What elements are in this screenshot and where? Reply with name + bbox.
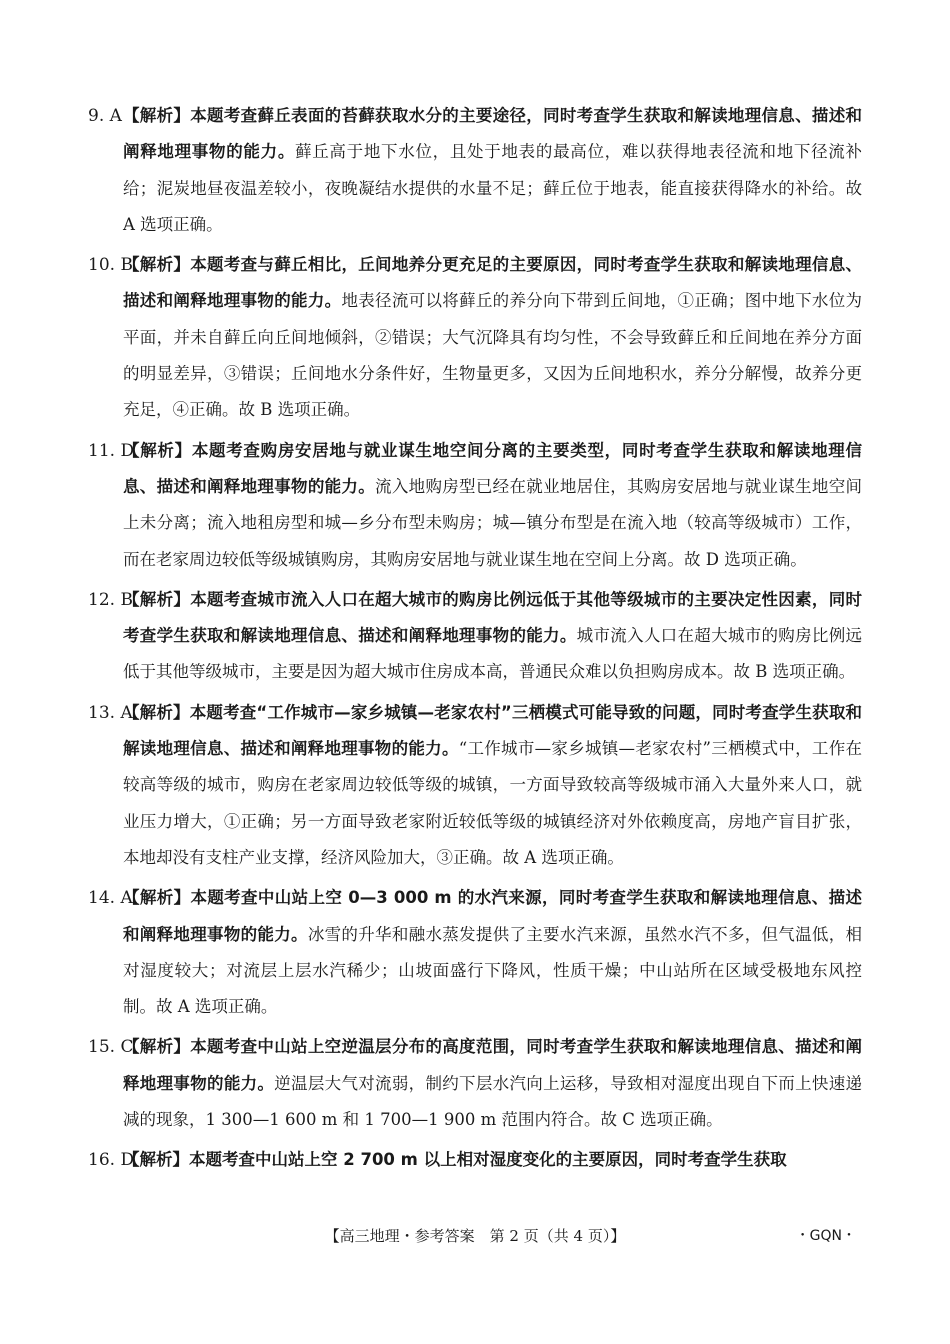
answer-item-12	[0, 582, 950, 691]
answer-item-15	[0, 1029, 950, 1138]
item-summary: 本题考查城市流入人口在超大城市的购房比例远低于其他等级城市的主要决定性因素，同时考查学生获取和解读地理信息、描述和阐释地理事物的能力。	[123, 589, 863, 646]
answer-item-13	[0, 695, 950, 876]
analysis-tag: 【解析】	[123, 702, 190, 722]
item-text	[123, 1142, 862, 1178]
item-summary: 本题考查“工作城市—家乡城镇—老家农村”三栖模式可能导致的问题，同时考查学生获取和解读地理信息、描述和阐释地理事物的能力。	[123, 702, 862, 759]
footer-page-info: 【高三地理・参考答案 第 2 页（共 4 页）】	[324, 1227, 626, 1245]
item-number: 9. A	[88, 106, 122, 126]
item-text	[123, 880, 862, 1025]
item-number: 15. C	[88, 1037, 134, 1058]
item-body: 流入地购房型已经在就业地居住，其购房安居地与就业谋生地空间上未分离；流入地租房型和城—乡分布型未购房；城—镇分布型是在流入地（较高等级城市）工作，而在老家周边较低等级城镇购房，其购房安居地与就业谋生地在空间上分离。故 D 选项正确。	[123, 476, 863, 569]
analysis-tag: 【解析】	[123, 106, 191, 125]
analysis-tag: 【解析】	[123, 589, 191, 609]
item-body: 藓丘高于地下水位，且处于地表的最高位，难以获得地表径流和地下径流补给；泥炭地昼夜温差较小，夜晚凝结水提供的水量不足；藓丘位于地表，能直接获得降水的补给。故 A 选项正确。	[123, 142, 863, 234]
item-text	[123, 98, 862, 243]
answer-item-11	[0, 433, 950, 578]
analysis-tag: 【解析】	[123, 888, 191, 908]
item-summary: 本题考查中山站上空逆温层分布的高度范围，同时考查学生获取和解读地理信息、描述和阐释地理事物的能力。	[123, 1037, 863, 1093]
item-text	[123, 695, 862, 876]
analysis-tag: 【解析】	[123, 1150, 189, 1170]
answer-list	[0, 98, 950, 1183]
answer-item-9	[0, 98, 950, 243]
item-body: “工作城市—家乡城镇—老家农村”三栖模式中，工作在较高等级的城市，购房在老家周边较低等级的城镇，一方面导致较高等级城市涌入大量外来人口，就业压力增大，①正确；另一方面导致老家附近较低等级的城镇经济对外依赖度高，房地产盲目扩张，本地却没有支柱产业支撑，经济风险加大，③正确。故 A 选项正确。	[123, 739, 863, 867]
analysis-tag: 【解析】	[123, 255, 191, 275]
item-body: 城市流入人口在超大城市的购房比例远低于其他等级城市，主要是因为超大城市住房成本高，普通民众难以负担购房成本。故 B 选项正确。	[123, 626, 863, 682]
analysis-tag: 【解析】	[123, 440, 192, 460]
item-text	[123, 582, 862, 691]
answer-item-10	[0, 247, 950, 428]
item-summary: 本题考查购房安居地与就业谋生地空间分离的主要类型，同时考查学生获取和解读地理信息、描述和阐释地理事物的能力。	[123, 440, 863, 496]
footer-code: ・GQN・	[795, 1228, 856, 1244]
item-number: 12. B	[88, 589, 133, 610]
item-text	[123, 1029, 862, 1138]
item-body: 地表径流可以将藓丘的养分向下带到丘间地，①正确；图中地下水位为平面，并未自藓丘向丘间地倾斜，②错误；大气沉降具有均匀性，不会导致藓丘和丘间地在养分方面的明显差异，③错误；丘间地水分条件好，生物量更多，又因为丘间地积水，养分分解慢，故养分更充足，④正确。故 B 选项正确。	[123, 291, 863, 420]
analysis-tag: 【解析】	[123, 1037, 191, 1057]
page-footer	[0, 1224, 950, 1248]
item-text	[123, 247, 862, 428]
item-body: 逆温层大气对流弱，制约下层水汽向上运移，导致相对湿度出现自下而上快速递减的现象，1 300—1 600 m 和 1 700—1 900 m 范围内符合。故 C 选项正确。	[123, 1073, 863, 1130]
item-number: 16. D	[88, 1150, 135, 1171]
answer-item-16	[0, 1142, 950, 1178]
item-number: 11. D	[88, 440, 135, 461]
item-text	[123, 433, 862, 578]
item-number: 13. A	[88, 702, 133, 723]
item-summary: 本题考查藓丘表面的苔藓获取水分的主要途径，同时考查学生获取和解读地理信息、描述和阐释地理事物的能力。	[123, 106, 863, 162]
item-body: 冰雪的升华和融水蒸发提供了主要水汽来源，虽然水汽不多，但气温低，相对湿度较大；对流层上层水汽稀少；山坡面盛行下降风，性质干燥；中山站所在区域受极地东风控制。故 A 选项正确。	[123, 924, 863, 1017]
item-summary: 本题考查中山站上空 0—3 000 m 的水汽来源，同时考查学生获取和解读地理信息、描述和阐释地理事物的能力。	[123, 888, 863, 944]
item-summary: 本题考查与藓丘相比，丘间地养分更充足的主要原因，同时考查学生获取和解读地理信息、描述和阐释地理事物的能力。	[123, 255, 863, 311]
item-number: 10. B	[88, 255, 133, 276]
answer-item-14	[0, 880, 950, 1025]
item-number: 14. A	[88, 888, 133, 909]
item-summary: 本题考查中山站上空 2 700 m 以上相对湿度变化的主要原因，同时考查学生获取	[189, 1150, 787, 1170]
